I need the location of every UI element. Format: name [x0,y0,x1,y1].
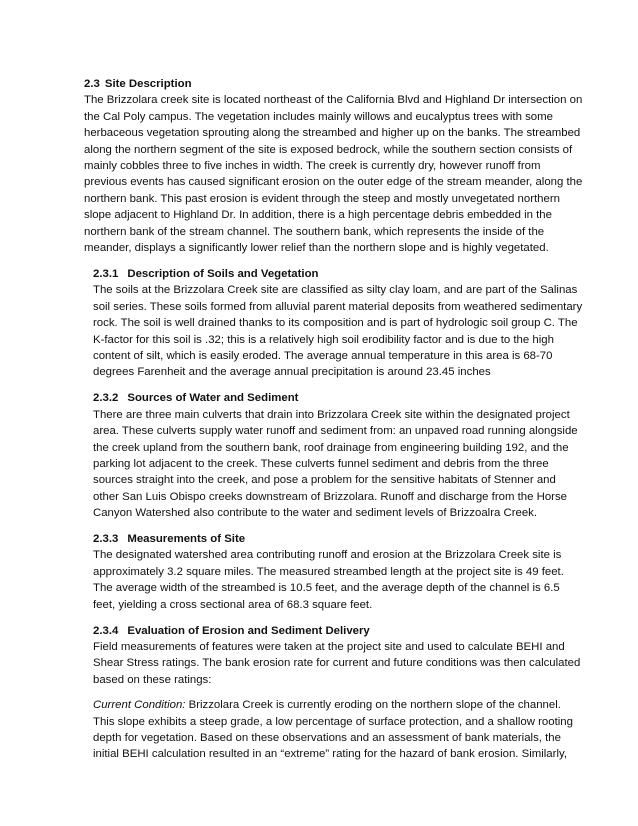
subsection-title: Sources of Water and Sediment [127,392,299,405]
subsection-erosion-evaluation [93,623,584,763]
subsection-number: 2.3.2 [93,392,119,405]
subsection-heading [93,623,584,639]
subsection-body: The soils at the Brizzolara Creek site are classified as silty clay loam, and are part of the Salinas soil series. These soils formed from alluvial parent material deposits from weathered sedimentary rock. The soil is well drained thanks to its composition and is part of hydrologic soil group C. The K-factor for this soil is .32; this is a relatively high soil erodibility factor and is due to the high content of silt, which is easily eroded. The average annual temperature in this area is 68-70 degrees Farenheit and the average annual precipitation is around 23.45 inches [93,284,583,379]
subsection-soils-vegetation [93,266,584,381]
current-condition-text: Brizzolara Creek is currently eroding on the northern slope of the channel. This slope exhibits a steep grade, a low percentage of surface protection, and a shallow rooting depth for vegetation. Based on these observations and an assessment of bank materials, the initial BEHI calculation resulted in an “extreme” rating for the hazard of bank erosion. Similarly, [93,699,573,761]
subsection-body: There are three main culverts that drain into Brizzolara Creek site within the designated project area. These culverts supply water runoff and sediment from: an unpaved road running alongside the creek upland from the southern bank, roof drainage from engineering building 192, and the parking lot adjacent to the creek. These culverts funnel sediment and debris from the three sources straight into the creek, and pose a problem for the sensitive habitats of Stenner and other San Luis Obispo creeks downstream of Brizzolara. Runoff and discharge from the Horse Canyon Watershed also contribute to the water and sediment levels of Brizzoalra Creek. [93,408,578,520]
subsection-title: Measurements of Site [127,533,246,546]
section-title: Site Description [104,78,192,90]
subsection-number: 2.3.3 [93,533,119,546]
section-number: 2.3 [84,78,100,90]
current-condition-label: Current Condition: [93,699,186,712]
subsection-number: 2.3.1 [93,267,119,280]
subsection-heading [93,531,584,547]
subsection-number: 2.3.4 [93,624,119,637]
current-condition-paragraph [93,697,584,763]
subsection-water-sediment [93,390,584,521]
subsection-heading [93,390,584,406]
section-body: The Brizzolara creek site is located northeast of the California Blvd and Highland Dr intersection on the Cal Poly campus. The vegetation includes mainly willows and eucalyptus trees with some herbaceous vegetation sprouting along the streambed and higher up on the banks. The streambed along the northern segment of the site is exposed bedrock, while the southern section consists of mainly cobbles three to five inches in width. The creek is currently dry, however runoff from previous events has caused significant erosion on the outer edge of the stream meander, along the northern bank. This past erosion is evident through the steep and mostly unvegetated northern slope adjacent to Highland Dr. In addition, there is a high percentage debris embedded in the northern bank of the stream channel. The southern bank, which represents the inside of the meander, displays a significantly lower relief than the northern slope and is highly vegetated. [84,94,583,255]
subsection-title: Evaluation of Erosion and Sediment Delivery [127,624,370,637]
subsection-body: Field measurements of features were taken at the project site and used to calculate BEHI and Shear Stress ratings. The bank erosion rate for current and future conditions was then calculated based on these ratings: [93,641,581,686]
subsection-title: Description of Soils and Vegetation [127,267,319,280]
subsection-body: The designated watershed area contributing runoff and erosion at the Brizzolara Creek site is approximately 3.2 square miles. The measured streambed length at the project site is 49 feet. The average width of the streambed is 10.5 feet, and the average depth of the channel is 6.5 feet, yielding a cross sectional area of 68.3 square feet. [93,549,564,611]
subsection-heading [93,266,584,282]
subsection-measurements [93,531,584,613]
section-heading [84,76,584,92]
section-site-description [84,76,584,763]
